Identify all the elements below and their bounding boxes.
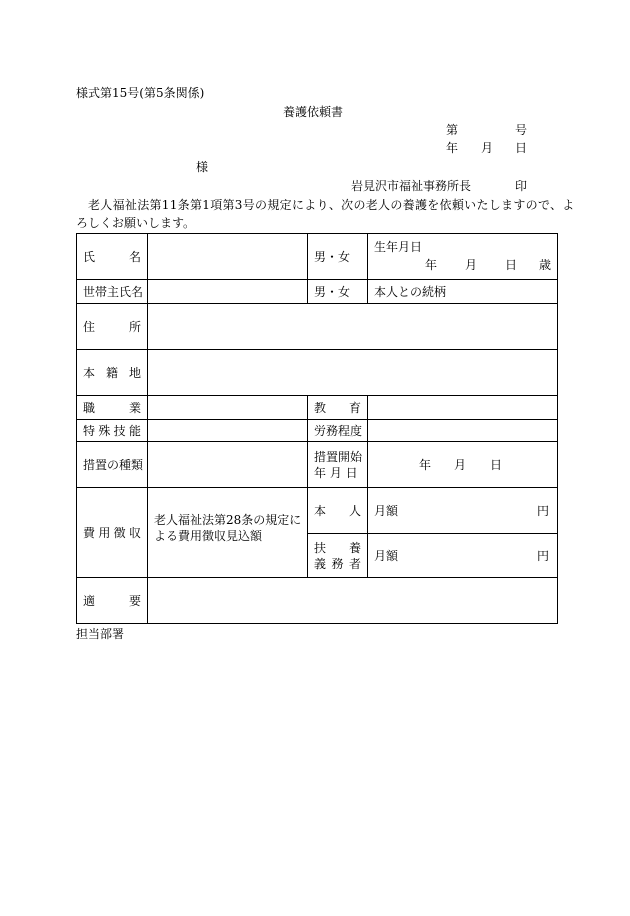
education-label: 教 育 — [308, 396, 368, 420]
measure-month-unit: 月 — [454, 457, 467, 472]
row-summary — [77, 578, 558, 624]
domicile-field[interactable] — [148, 350, 558, 396]
addressee-suffix: 様 — [196, 160, 209, 174]
row-address — [77, 304, 558, 350]
measure-day-unit: 日 — [490, 457, 503, 472]
intro-text-line1: 老人福祉法第11条第1項第3号の規定により、次の老人の養護を依頼いたしますので、よ — [88, 198, 575, 212]
form-number: 様式第15号(第5条関係) — [76, 86, 205, 100]
address-field[interactable] — [148, 304, 558, 350]
request-form-table — [76, 233, 558, 624]
self-monthly-amount[interactable]: 月額 円 — [368, 488, 558, 534]
household-head-field[interactable] — [148, 280, 308, 304]
row-name — [77, 234, 558, 280]
birth-month-unit: 月 — [464, 258, 477, 272]
number-suffix: 号 — [515, 123, 528, 137]
seal-mark: 印 — [515, 179, 528, 193]
supporter-label: 扶 養 義 務 者 — [308, 534, 368, 578]
row-measure — [77, 442, 558, 488]
name-label: 氏 名 — [77, 234, 148, 280]
intro-text-line2: ろしくお願いします。 — [76, 216, 196, 230]
occupation-field[interactable] — [148, 396, 308, 420]
relation-label[interactable]: 本人との続柄 — [368, 280, 558, 304]
education-field[interactable] — [368, 396, 558, 420]
summary-field[interactable] — [148, 578, 558, 624]
address-label: 住 所 — [77, 304, 148, 350]
labor-level-label: 労務程度 — [308, 420, 368, 442]
birth-date-label: 生年月日 — [374, 240, 423, 254]
measure-start-label: 措置開始 年 月 日 — [308, 442, 368, 488]
special-skill-field[interactable] — [148, 420, 308, 442]
household-head-sex[interactable]: 男・女 — [308, 280, 368, 304]
name-field[interactable] — [148, 234, 308, 280]
document-title: 養護依頼書 — [283, 105, 344, 119]
age-unit: 歳 — [538, 258, 551, 272]
fee-collection-label: 費 用 徴 収 — [77, 488, 148, 578]
date-year: 年 — [446, 141, 459, 155]
occupation-label: 職 業 — [77, 396, 148, 420]
special-skill-label: 特 殊 技 能 — [77, 420, 148, 442]
household-head-label: 世帯主氏名 — [77, 280, 148, 304]
self-label: 本 人 — [308, 488, 368, 534]
responsible-department: 担当部署 — [76, 627, 125, 641]
labor-level-field[interactable] — [368, 420, 558, 442]
measure-year-unit: 年 — [419, 457, 432, 472]
row-skill — [77, 420, 558, 442]
birth-year-unit: 年 — [424, 258, 437, 272]
fee-description: 老人福祉法第28条の規定に よる費用徴収見込額 — [148, 488, 308, 578]
issuer-name: 岩見沢市福祉事務所長 — [351, 179, 472, 193]
supporter-monthly-amount[interactable]: 月額 円 — [368, 534, 558, 578]
date-month: 月 — [481, 141, 494, 155]
row-domicile — [77, 350, 558, 396]
row-household-head — [77, 280, 558, 304]
sex-choice[interactable]: 男・女 — [308, 234, 368, 280]
number-prefix: 第 — [446, 123, 459, 137]
measure-type-field[interactable] — [148, 442, 308, 488]
birth-date-cell[interactable] — [368, 234, 558, 280]
date-day: 日 — [515, 141, 528, 155]
row-fee-self — [77, 488, 558, 534]
row-occupation — [77, 396, 558, 420]
birth-day-unit: 日 — [504, 258, 517, 272]
domicile-label: 本 籍 地 — [77, 350, 148, 396]
measure-type-label: 措置の種類 — [77, 442, 148, 488]
summary-label: 適 要 — [77, 578, 148, 624]
measure-start-date-field[interactable] — [368, 442, 558, 488]
